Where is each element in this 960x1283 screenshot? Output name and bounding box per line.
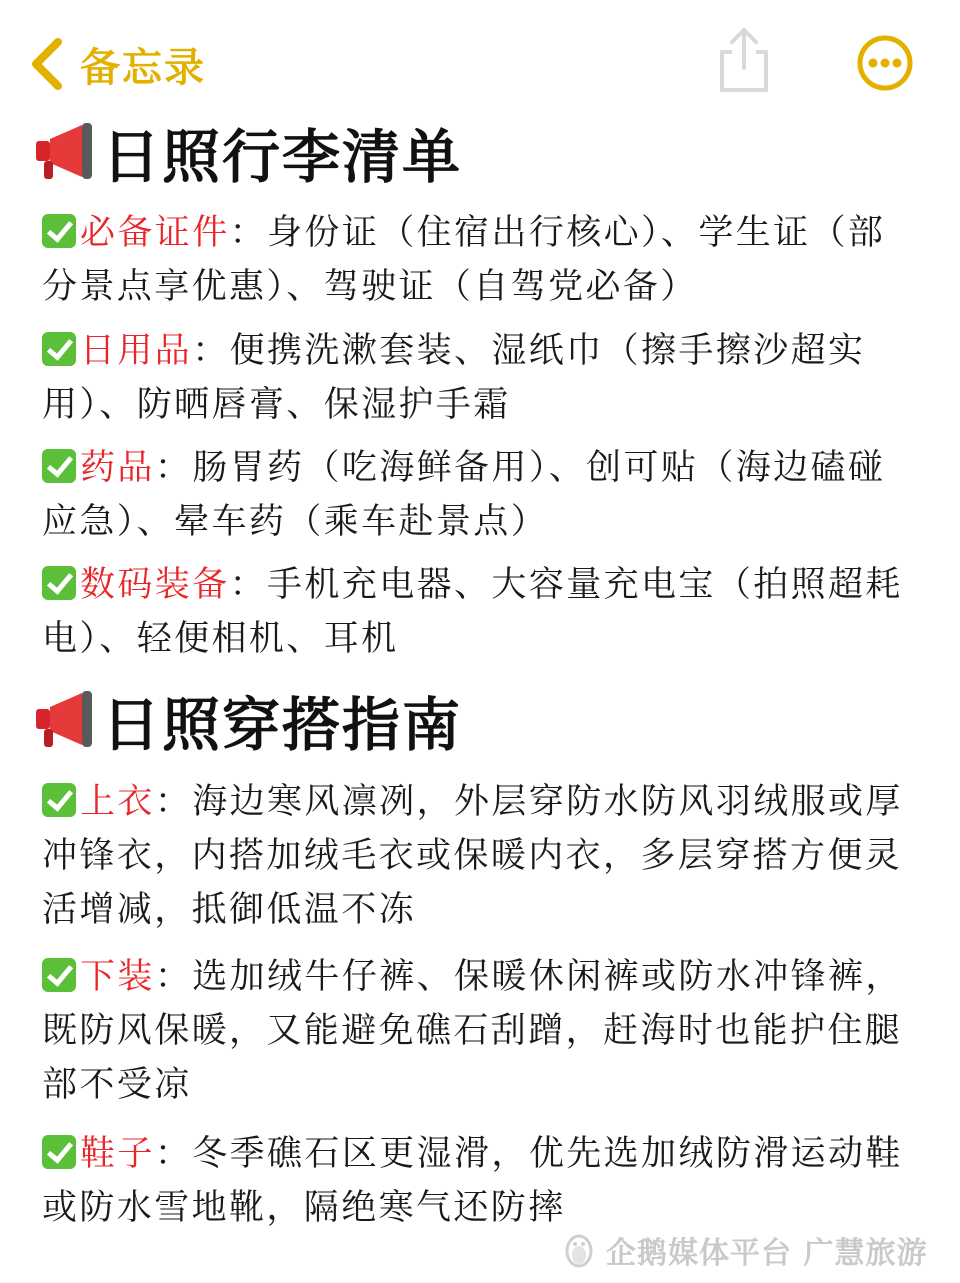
chevron-left-icon	[18, 32, 78, 96]
item-separator: ：	[229, 213, 268, 253]
item-label: 鞋子	[80, 1134, 155, 1174]
list-item	[42, 558, 922, 666]
item-separator: ：	[154, 782, 193, 822]
list-item	[42, 441, 922, 549]
item-label: 上衣	[80, 782, 155, 822]
checkmark-icon	[42, 332, 76, 366]
megaphone-icon	[30, 119, 100, 185]
item-separator: ：	[154, 1134, 193, 1174]
checkmark-icon	[42, 1135, 76, 1169]
section-title-luggage	[30, 110, 462, 194]
checkmark-icon	[42, 958, 76, 992]
item-label: 数码装备	[80, 565, 230, 605]
item-separator: ：	[154, 448, 193, 488]
list-item	[42, 324, 922, 432]
watermark-text: 企鹅媒体平台 广慧旅游	[606, 1236, 928, 1271]
item-label: 药品	[80, 448, 155, 488]
list-item	[42, 775, 922, 937]
list-item	[42, 950, 922, 1112]
navigation-bar	[0, 0, 960, 120]
list-item	[42, 206, 922, 314]
back-button[interactable]	[18, 32, 206, 96]
list-item	[42, 1127, 922, 1235]
item-text: 海边寒风凛冽，外层穿防水防风羽绒服或厚冲锋衣，内搭加绒毛衣或保暖内衣，多层穿搭方便灵活增减，抵御低温不冻	[42, 782, 903, 930]
item-text: 手机充电器、大容量充电宝（拍照超耗电）、轻便相机、耳机	[42, 565, 903, 659]
checkmark-icon	[42, 783, 76, 817]
more-icon[interactable]	[856, 34, 914, 92]
section-title-text: 日照穿搭指南	[102, 691, 463, 759]
megaphone-icon	[30, 687, 100, 753]
checkmark-icon	[42, 566, 76, 600]
item-text: 身份证（住宿出行核心）、学生证（部分景点享优惠）、驾驶证（自驾党必备）	[42, 213, 886, 307]
item-separator: ：	[229, 565, 268, 605]
item-label: 必备证件	[80, 213, 230, 253]
share-icon[interactable]	[712, 24, 776, 96]
checkmark-icon	[42, 214, 76, 248]
item-label: 下装	[80, 957, 155, 997]
item-text: 冬季礁石区更湿滑，优先选加绒防滑运动鞋或防水雪地靴，隔绝寒气还防摔	[42, 1134, 903, 1228]
item-separator: ：	[154, 957, 193, 997]
section-title-text: 日照行李清单	[102, 123, 463, 191]
item-text: 肠胃药（吃海鲜备用）、创可贴（海边磕碰应急）、晕车药（乘车赴景点）	[42, 448, 886, 542]
penguin-logo-icon	[560, 1231, 598, 1269]
section-title-outfit	[30, 678, 462, 762]
item-text: 便携洗漱套装、湿纸巾（擦手擦沙超实用）、防晒唇膏、保湿护手霜	[42, 331, 866, 425]
watermark	[560, 1226, 927, 1274]
back-label: 备忘录	[80, 44, 206, 91]
item-separator: ：	[192, 331, 230, 371]
checkmark-icon	[42, 449, 76, 483]
item-label: 日用品	[80, 331, 193, 371]
item-text: 选加绒牛仔裤、保暖休闲裤或防水冲锋裤，既防风保暖，又能避免礁石刮蹭，赶海时也能护住腿部不受凉	[42, 957, 903, 1105]
